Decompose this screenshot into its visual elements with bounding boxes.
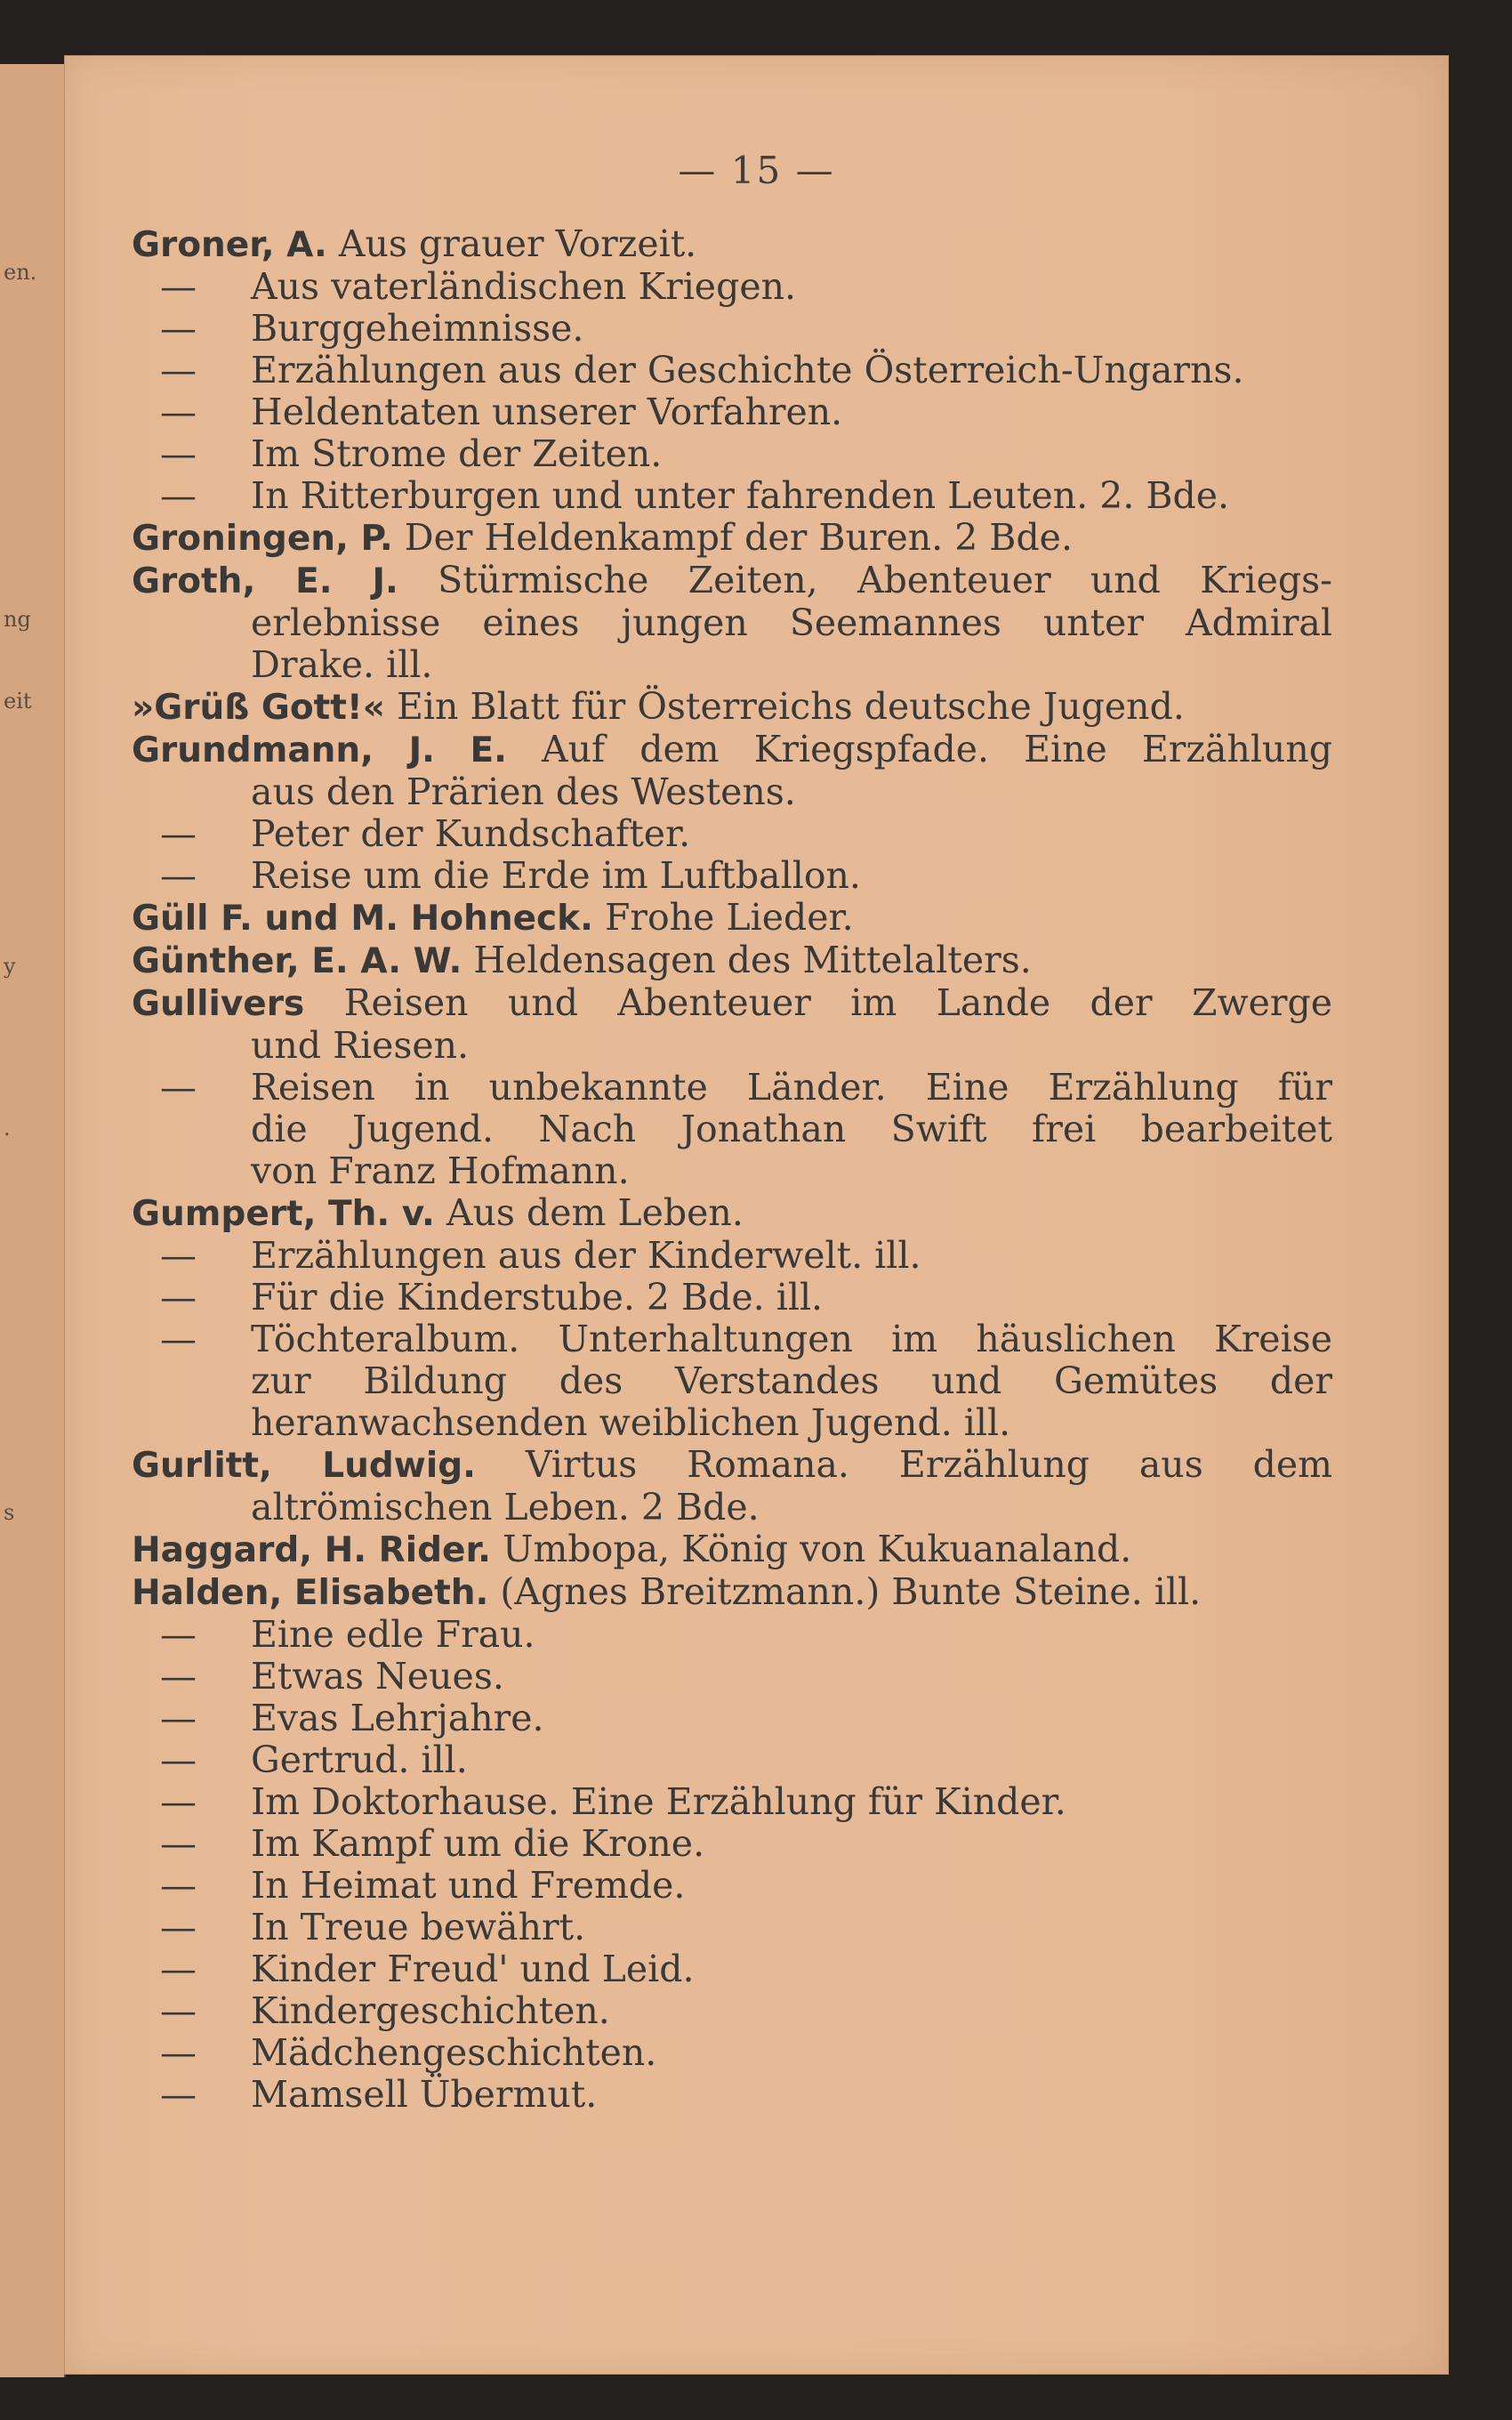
- entry-title: Etwas Neues.: [251, 1655, 504, 1698]
- entry-title: Töchteralbum. Unterhaltungen im häuslichen Kreise: [251, 1318, 1332, 1360]
- catalog-entry: [132, 1277, 1332, 1319]
- catalog-entry: [132, 517, 1332, 560]
- ditto-dash: —: [160, 1989, 197, 2032]
- catalog-entry: [132, 1781, 1332, 1823]
- entry-title: (Agnes Breitzmann.) Bunte Steine. ill.: [500, 1570, 1202, 1613]
- previous-page-edge: [0, 64, 66, 2377]
- previous-page-fragment: s: [4, 1500, 15, 1525]
- catalog-entry: [132, 266, 1332, 308]
- entry-line: [132, 1067, 1332, 1109]
- entry-line: [132, 1698, 1332, 1739]
- entry-continuation: und Riesen.: [251, 1024, 470, 1067]
- catalog-entry: [132, 1907, 1332, 1948]
- catalog-entry: [132, 350, 1332, 391]
- entry-author: Groth, E. J.: [132, 561, 398, 601]
- entry-line: [132, 475, 1332, 517]
- entry-author: Gumpert, Th. v.: [132, 1194, 435, 1234]
- ditto-dash: —: [160, 1822, 197, 1865]
- catalog-entry: [132, 1614, 1332, 1656]
- entry-title: Im Strome der Zeiten.: [251, 432, 663, 475]
- entry-line: [132, 1235, 1332, 1277]
- entry-title: Erzählungen aus der Kinderwelt. ill.: [251, 1234, 921, 1277]
- entry-title: Aus dem Leben.: [446, 1191, 744, 1234]
- ditto-dash: —: [160, 474, 197, 517]
- entry-author: Halden, Elisabeth.: [132, 1573, 489, 1613]
- entry-line: [132, 1865, 1332, 1907]
- entry-title: Burggeheimnisse.: [251, 307, 584, 350]
- entry-title: Kindergeschichten.: [251, 1989, 610, 2032]
- entry-line: [132, 1781, 1332, 1823]
- entry-title: Reise um die Erde im Luftballon.: [251, 854, 861, 897]
- entry-title: Reisen in unbekannte Länder. Eine Erzählung für: [251, 1066, 1332, 1109]
- catalog-entry: [132, 2032, 1332, 2074]
- catalog-entry: [132, 813, 1332, 855]
- catalog-entry: [132, 1235, 1332, 1277]
- entry-line: [132, 729, 1332, 771]
- entry-continuation: erlebnisse eines jungen Seemannes unter Admiral: [251, 601, 1332, 644]
- ditto-dash: —: [160, 812, 197, 855]
- catalog-entry: [132, 308, 1332, 350]
- previous-page-fragment: en.: [4, 260, 37, 285]
- catalog-entry: [132, 1067, 1332, 1192]
- catalog-entry: [132, 855, 1332, 897]
- entry-title: Heldensagen des Mittelalters.: [473, 939, 1032, 981]
- catalog-entry: [132, 391, 1332, 433]
- entry-line: [132, 2032, 1332, 2074]
- ditto-dash: —: [160, 1864, 197, 1907]
- entry-line: [132, 1529, 1332, 1571]
- entry-title: In Heimat und Fremde.: [251, 1864, 686, 1907]
- entry-line: [132, 897, 1332, 940]
- entry-title: Gertrud. ill.: [251, 1738, 468, 1781]
- entry-line: [132, 1823, 1332, 1865]
- page-number: — 15 —: [678, 149, 835, 192]
- catalog-entry: [132, 1865, 1332, 1907]
- ditto-dash: —: [160, 1948, 197, 1990]
- ditto-dash: —: [160, 1738, 197, 1781]
- entry-title: Umbopa, König von Kukuanaland.: [503, 1528, 1132, 1570]
- catalog-entry: [132, 1444, 1332, 1529]
- entry-author: Gurlitt, Ludwig.: [132, 1446, 476, 1486]
- entry-line: [132, 940, 1332, 982]
- entry-author: Haggard, H. Rider.: [132, 1530, 491, 1570]
- ditto-dash: —: [160, 2031, 197, 2074]
- entry-line: [132, 1990, 1332, 2032]
- entry-title: Heldentaten unserer Vorfahren.: [251, 391, 843, 433]
- ditto-dash: —: [160, 432, 197, 475]
- catalog-entry: [132, 1656, 1332, 1698]
- catalog-list: [132, 223, 1332, 2116]
- catalog-entry: [132, 897, 1332, 940]
- entry-author: Groningen, P.: [132, 519, 393, 559]
- entry-title: Evas Lehrjahre.: [251, 1697, 544, 1739]
- catalog-entry: [132, 1698, 1332, 1739]
- entry-continuation: die Jugend. Nach Jonathan Swift frei bearbeitet: [251, 1108, 1332, 1150]
- entry-title: Der Heldenkampf der Buren. 2 Bde.: [404, 516, 1073, 559]
- entry-line: [132, 1571, 1332, 1614]
- entry-continuation: altrömischen Leben. 2 Bde.: [251, 1486, 760, 1529]
- catalog-entry: [132, 1739, 1332, 1781]
- ditto-dash: —: [160, 1697, 197, 1739]
- entry-title: Für die Kinderstube. 2 Bde. ill.: [251, 1276, 824, 1319]
- entry-line: [132, 855, 1332, 897]
- entry-line: [132, 982, 1332, 1025]
- catalog-entry: [132, 1571, 1332, 1614]
- entry-title: Erzählungen aus der Geschichte Österreich-Ungarns.: [251, 349, 1244, 391]
- entry-line: [132, 1614, 1332, 1656]
- entry-line: [132, 266, 1332, 308]
- entry-continuation: Drake. ill.: [251, 643, 433, 686]
- entry-line: [132, 686, 1332, 729]
- entry-line: [132, 1907, 1332, 1948]
- entry-line: [132, 2074, 1332, 2116]
- entry-line: [132, 1444, 1332, 1487]
- catalog-entry: [132, 729, 1332, 813]
- catalog-entry: [132, 1192, 1332, 1235]
- entry-continuation: aus den Prärien des Westens.: [251, 770, 796, 813]
- catalog-entry: [132, 1990, 1332, 2032]
- ditto-dash: —: [160, 854, 197, 897]
- previous-page-fragment: y: [4, 954, 16, 979]
- catalog-entry: [132, 1529, 1332, 1571]
- entry-author: Grundmann, J. E.: [132, 730, 507, 770]
- entry-title: In Treue bewährt.: [251, 1906, 586, 1948]
- entry-title: Auf dem Kriegspfade. Eine Erzählung: [542, 728, 1332, 770]
- entry-author: Gullivers: [132, 984, 305, 1024]
- entry-line: [132, 391, 1332, 433]
- ditto-dash: —: [160, 1276, 197, 1319]
- previous-page-fragment: ng: [4, 607, 31, 632]
- entry-title: Reisen und Abenteuer im Lande der Zwerge: [343, 981, 1332, 1024]
- catalog-entry: [132, 223, 1332, 266]
- previous-page-fragment: eit: [4, 689, 32, 714]
- ditto-dash: —: [160, 1613, 197, 1656]
- entry-title: Aus vaterländischen Kriegen.: [251, 265, 797, 308]
- entry-line: [132, 1656, 1332, 1698]
- ditto-dash: —: [160, 349, 197, 391]
- catalog-entry: [132, 433, 1332, 475]
- entry-line: [132, 1948, 1332, 1990]
- catalog-entry: [132, 982, 1332, 1067]
- ditto-dash: —: [160, 265, 197, 308]
- catalog-entry: [132, 686, 1332, 729]
- entry-line: [132, 517, 1332, 560]
- entry-title: Aus grauer Vorzeit.: [338, 222, 697, 265]
- entry-line: [132, 1319, 1332, 1360]
- entry-line: [132, 223, 1332, 266]
- entry-author: »Grüß Gott!«: [132, 688, 385, 728]
- entry-author: Groner, A.: [132, 225, 327, 265]
- ditto-dash: —: [160, 1318, 197, 1360]
- catalog-entry: [132, 940, 1332, 982]
- ditto-dash: —: [160, 1234, 197, 1277]
- ditto-dash: —: [160, 391, 197, 433]
- entry-continuation: heranwachsenden weiblichen Jugend. ill.: [251, 1401, 1011, 1444]
- entry-continuation: von Franz Hofmann.: [251, 1150, 630, 1192]
- entry-line: [132, 1277, 1332, 1319]
- entry-title: Mädchengeschichten.: [251, 2031, 657, 2074]
- entry-title: In Ritterburgen und unter fahrenden Leuten. 2. Bde.: [251, 474, 1230, 517]
- entry-title: Virtus Romana. Erzählung aus dem: [525, 1443, 1332, 1486]
- catalog-entry: [132, 475, 1332, 517]
- entry-line: [132, 813, 1332, 855]
- entry-title: Peter der Kundschafter.: [251, 812, 691, 855]
- catalog-entry: [132, 2074, 1332, 2116]
- entry-line: [132, 433, 1332, 475]
- entry-title: Mamsell Übermut.: [251, 2073, 598, 2116]
- ditto-dash: —: [160, 1780, 197, 1823]
- entry-title: Stürmische Zeiten, Abenteuer und Kriegs-: [438, 559, 1332, 601]
- entry-title: Eine edle Frau.: [251, 1613, 535, 1656]
- entry-line: [132, 1739, 1332, 1781]
- catalog-entry: [132, 1319, 1332, 1444]
- entry-title: Ein Blatt für Österreichs deutsche Jugend.: [396, 685, 1185, 728]
- entry-continuation: zur Bildung des Verstandes und Gemütes der: [251, 1359, 1332, 1402]
- book-page: [64, 55, 1449, 2375]
- entry-title: Frohe Lieder.: [604, 896, 854, 939]
- entry-author: Güll F. und M. Hohneck.: [132, 899, 593, 939]
- entry-title: Im Kampf um die Krone.: [251, 1822, 705, 1865]
- entry-author: Günther, E. A. W.: [132, 941, 462, 981]
- ditto-dash: —: [160, 1066, 197, 1109]
- ditto-dash: —: [160, 307, 197, 350]
- ditto-dash: —: [160, 1906, 197, 1948]
- entry-line: [132, 350, 1332, 391]
- ditto-dash: —: [160, 1655, 197, 1698]
- entry-line: [132, 308, 1332, 350]
- entry-title: Im Doktorhause. Eine Erzählung für Kinder.: [251, 1780, 1066, 1823]
- catalog-entry: [132, 560, 1332, 686]
- catalog-entry: [132, 1948, 1332, 1990]
- catalog-entry: [132, 1823, 1332, 1865]
- entry-line: [132, 1192, 1332, 1235]
- entry-title: Kinder Freud' und Leid.: [251, 1948, 695, 1990]
- ditto-dash: —: [160, 2073, 197, 2116]
- entry-line: [132, 560, 1332, 602]
- previous-page-fragment: .: [4, 1116, 11, 1141]
